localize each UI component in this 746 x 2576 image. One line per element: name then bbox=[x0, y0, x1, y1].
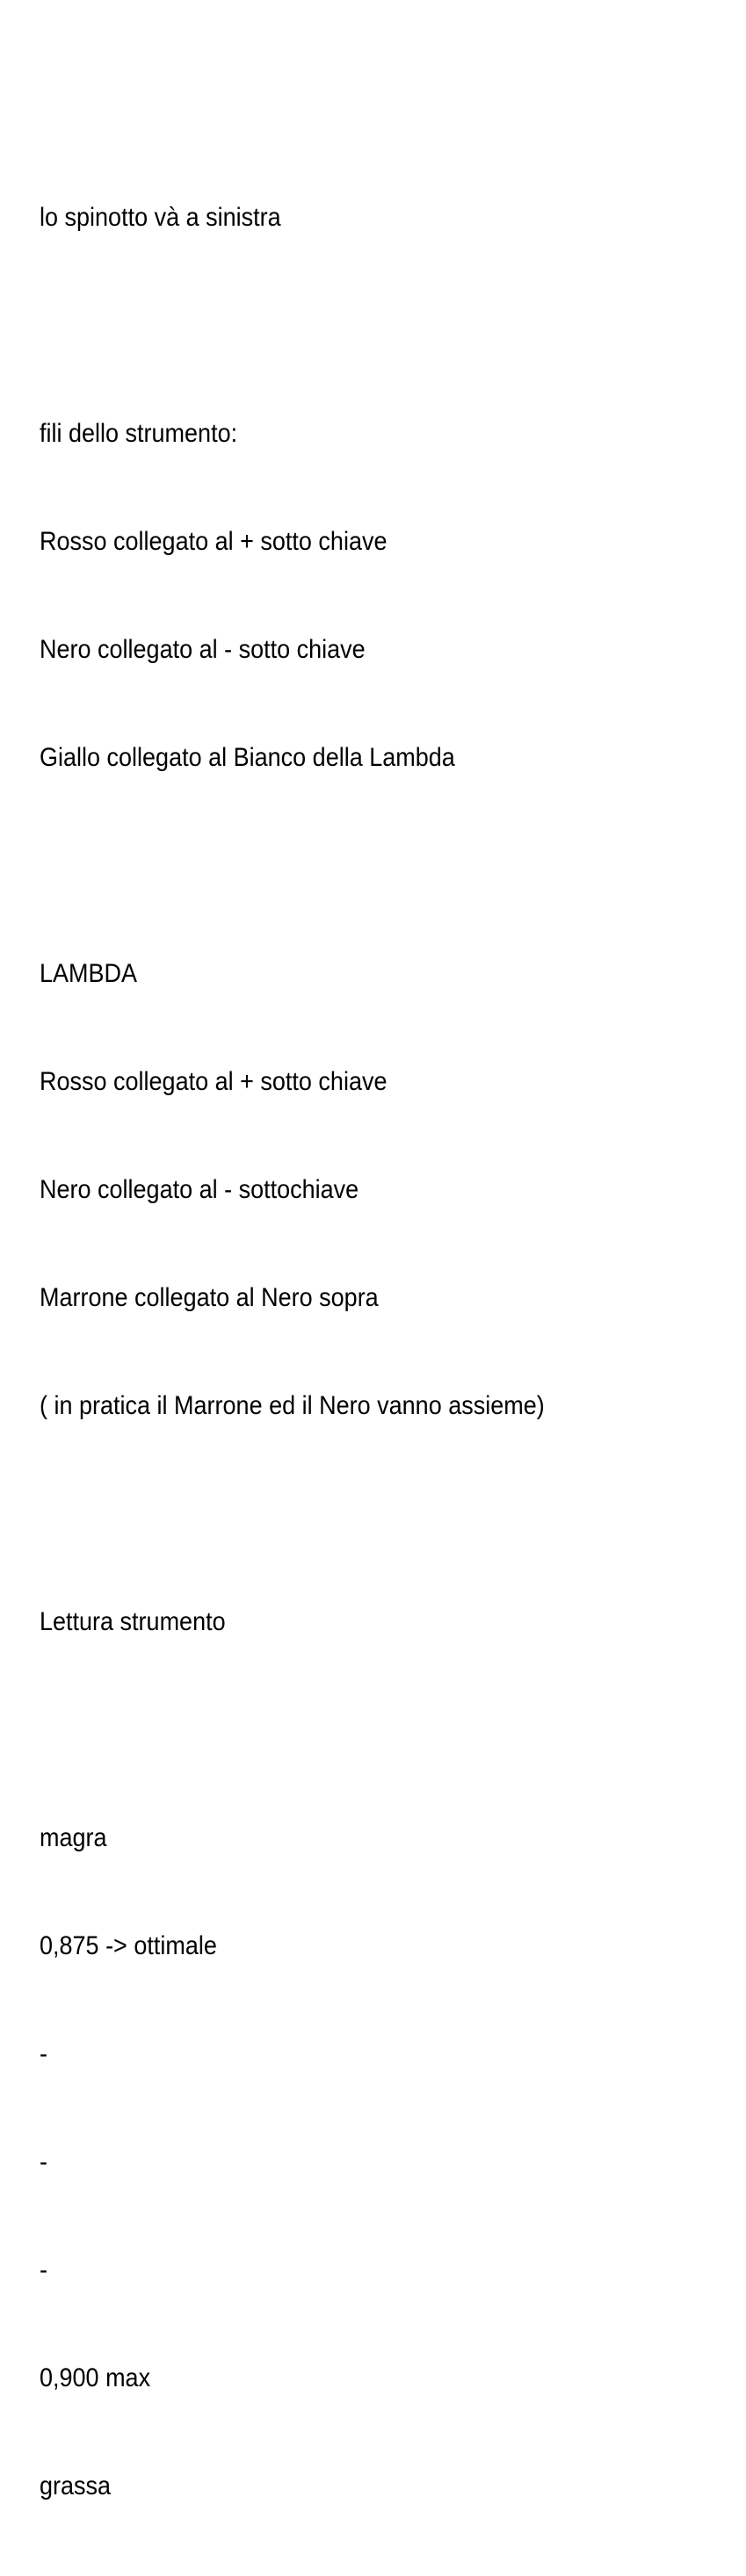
blank-line bbox=[40, 848, 656, 884]
text-line: 0,875 -> ottimale bbox=[40, 1931, 217, 1960]
blank-line bbox=[40, 1712, 656, 1748]
text-line: grassa bbox=[40, 2471, 112, 2500]
text-line: magra bbox=[40, 1823, 107, 1852]
text-line: 0,900 max bbox=[40, 2363, 151, 2392]
text-line: - bbox=[40, 2147, 47, 2176]
text-line: fili dello strumento: bbox=[40, 419, 238, 448]
section-heading: LAMBDA bbox=[40, 959, 138, 988]
text-line: Giallo collegato al Bianco della Lambda bbox=[40, 743, 455, 772]
document-body bbox=[40, 127, 656, 2576]
text-line: - bbox=[40, 2039, 47, 2068]
text-line: ( in pratica il Marrone ed il Nero vanno assieme) bbox=[40, 1391, 545, 1420]
text-line: Nero collegato al - sotto chiave bbox=[40, 635, 366, 664]
text-line: Rosso collegato al + sotto chiave bbox=[40, 527, 387, 556]
text-line: Nero collegato al - sottochiave bbox=[40, 1175, 359, 1204]
text-line: Lettura strumento bbox=[40, 1607, 226, 1636]
blank-line bbox=[40, 307, 656, 343]
text-line: lo spinotto và a sinistra bbox=[40, 203, 281, 232]
text-line: - bbox=[40, 2255, 47, 2284]
text-line: Marrone collegato al Nero sopra bbox=[40, 1283, 379, 1312]
blank-line bbox=[40, 1496, 656, 1532]
text-line: Rosso collegato al + sotto chiave bbox=[40, 1067, 387, 1096]
